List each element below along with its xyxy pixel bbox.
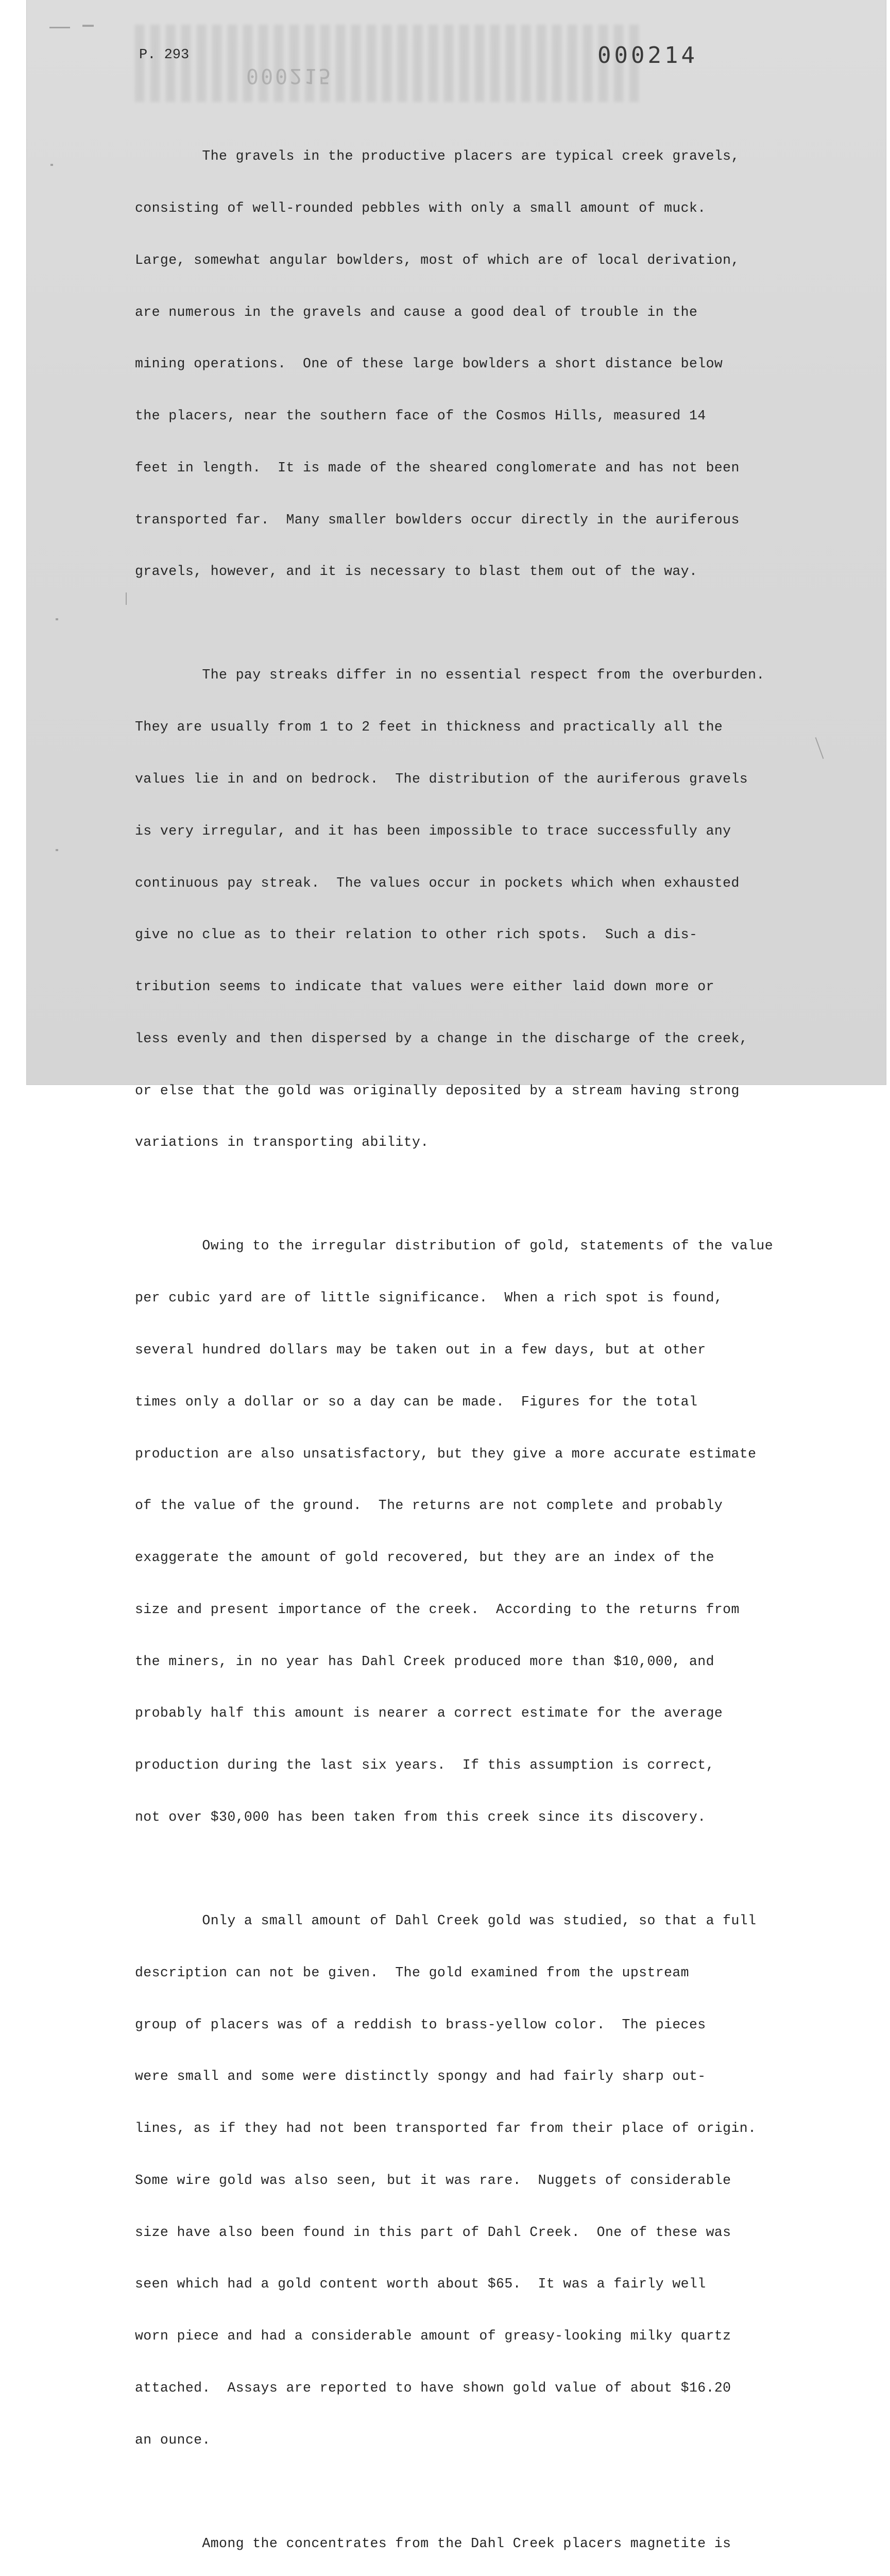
margin-speck (56, 618, 58, 620)
text-line: values lie in and on bedrock. The distribution of the auriferous gravels (135, 771, 748, 787)
text-line: Among the concentrates from the Dahl Creek placers magnetite is (135, 2535, 731, 2551)
text-line: worn piece and had a considerable amount of greasy-looking milky quartz (135, 2328, 731, 2344)
text-line: description can not be given. The gold examined from the upstream (135, 1964, 689, 1980)
text-line: are numerous in the gravels and cause a good deal of trouble in the (135, 304, 698, 320)
text-line: Large, somewhat angular bowlders, most of which are of local derivation, (135, 252, 740, 268)
text-line: is very irregular, and it has been impossible to trace successfully any (135, 823, 731, 839)
bleed-through-texture (135, 25, 640, 102)
text-line: Some wire gold was also seen, but it was rare. Nuggets of considerable (135, 2172, 731, 2188)
text-line: per cubic yard are of little significance. When a rich spot is found, (135, 1290, 723, 1306)
text-line: seen which had a gold content worth about $65. It was a fairly well (135, 2276, 706, 2292)
scan-artifact-mark (82, 25, 94, 27)
text-line: times only a dollar or so a day can be made. Figures for the total (135, 1394, 698, 1410)
text-line: give no clue as to their relation to other rich spots. Such a dis- (135, 927, 698, 943)
text-line: consisting of well-rounded pebbles with only a small amount of muck. (135, 200, 706, 216)
text-line: several hundred dollars may be taken out in a few days, but at other (135, 1342, 706, 1358)
text-line: probably half this amount is nearer a correct estimate for the average (135, 1705, 723, 1721)
page-number: P. 293 (139, 47, 190, 63)
text-line: continuous pay streak. The values occur in pockets which when exhausted (135, 875, 740, 891)
paragraph-concentrates (135, 2501, 799, 2576)
text-line: Only a small amount of Dahl Creek gold was studied, so that a full (135, 1912, 757, 1928)
text-line: variations in transporting ability. (135, 1134, 429, 1150)
text-line: size and present importance of the creek. According to the returns from (135, 1601, 740, 1617)
text-line: The pay streaks differ in no essential respect from the overburden. (135, 667, 765, 683)
paragraph-pay-streaks (135, 632, 799, 1186)
paragraph-gold-description (135, 1878, 799, 2484)
text-line: The gravels in the productive placers are typical creek gravels, (135, 148, 740, 164)
text-line: exaggerate the amount of gold recovered, but they are an index of the (135, 1550, 714, 1566)
document-id: 000214 (597, 42, 698, 69)
text-line: They are usually from 1 to 2 feet in thickness and practically all the (135, 719, 723, 735)
text-line: were small and some were distinctly spongy and had fairly sharp out- (135, 2069, 706, 2084)
text-line: size have also been found in this part of Dahl Creek. One of these was (135, 2224, 731, 2240)
text-line: production are also unsatisfactory, but they give a more accurate estimate (135, 1446, 757, 1462)
text-line: transported far. Many smaller bowlders occur directly in the auriferous (135, 512, 740, 528)
document-body (135, 113, 799, 2576)
text-line: of the value of the ground. The returns are not complete and probably (135, 1498, 723, 1514)
text-line: Owing to the irregular distribution of gold, statements of the value (135, 1238, 773, 1254)
text-line: group of placers was of a reddish to brass-yellow color. The pieces (135, 2016, 706, 2032)
text-line: not over $30,000 has been taken from this creek since its discovery. (135, 1809, 706, 1825)
text-line: an ounce. (135, 2432, 211, 2448)
margin-speck (56, 849, 58, 851)
text-line: feet in length. It is made of the sheared conglomerate and has not been (135, 460, 740, 476)
text-line: lines, as if they had not been transported far from their place of origin. (135, 2121, 757, 2137)
text-line: less evenly and then dispersed by a change in the discharge of the creek, (135, 1030, 748, 1046)
text-line: attached. Assays are reported to have shown gold value of about $16.20 (135, 2380, 731, 2396)
text-line: production during the last six years. If this assumption is correct, (135, 1757, 714, 1773)
paragraph-gravels (135, 113, 799, 615)
text-line: the placers, near the southern face of the Cosmos Hills, measured 14 (135, 408, 706, 424)
text-line: or else that the gold was originally deposited by a stream having strong (135, 1082, 740, 1098)
text-line: gravels, however, and it is necessary to blast them out of the way. (135, 564, 698, 580)
paragraph-production (135, 1203, 799, 1861)
margin-speck (50, 164, 53, 166)
bleed-through-number: 000215 (246, 64, 333, 88)
margin-pencil-mark (126, 592, 127, 605)
text-line: tribution seems to indicate that values were either laid down more or (135, 979, 714, 995)
text-line: mining operations. One of these large bowlders a short distance below (135, 356, 723, 372)
scan-artifact-mark (49, 27, 70, 28)
text-line: the miners, in no year has Dahl Creek produced more than $10,000, and (135, 1653, 714, 1669)
